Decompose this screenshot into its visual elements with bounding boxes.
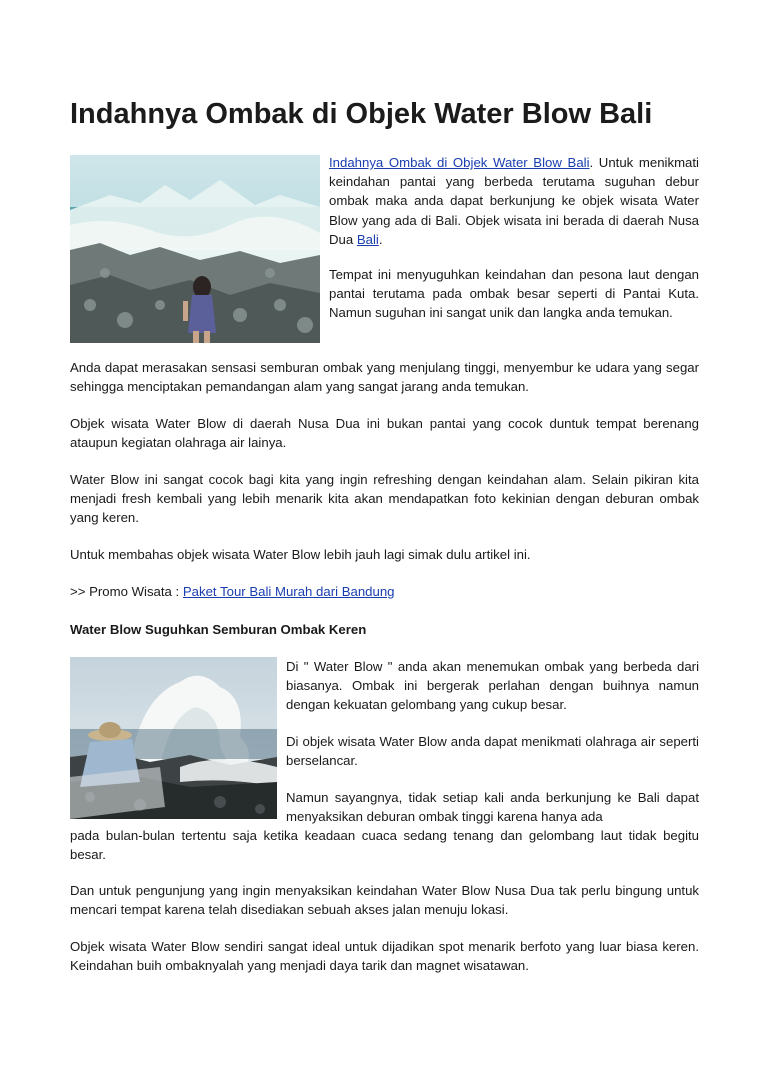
intro-paragraph-2: Tempat ini menyuguhkan keindahan dan pesona laut dengan pantai terutama pada ombak besar seperti di Pantai Kuta. Namun suguhan ini sangat unik dan langka anda temukan. bbox=[329, 267, 699, 321]
section-paragraph-3b: pada bulan-bulan tertentu saja ketika keadaan cuaca sedang tenang dan gelombang laut tidak begitu besar. bbox=[70, 828, 699, 863]
body-paragraph-4: Untuk membahas objek wisata Water Blow lebih jauh lagi simak dulu artikel ini. bbox=[70, 547, 531, 562]
water-blow-photo-wave bbox=[70, 657, 277, 819]
intro-title-link[interactable]: Indahnya Ombak di Objek Water Blow Bali bbox=[329, 155, 590, 170]
section-paragraph-3a: Namun sayangnya, tidak setiap kali anda berkunjung ke Bali dapat menyaksikan deburan ombak tinggi karena hanya ada bbox=[286, 790, 699, 825]
page-title: Indahnya Ombak di Objek Water Blow Bali bbox=[70, 98, 653, 130]
bali-link[interactable]: Bali bbox=[356, 231, 379, 247]
section-paragraph-4: Dan untuk pengunjung yang ingin menyaksikan keindahan Water Blow Nusa Dua tak perlu bingung untuk mencari tempat karena telah disediakan sebuah akses jalan menuju lokasi. bbox=[70, 883, 699, 918]
intro-text-end: . bbox=[378, 231, 383, 247]
body-paragraph-1: Anda dapat merasakan sensasi semburan ombak yang menjulang tinggi, menyembur ke udara yang segar sehingga menciptakan pemandangan alam yang sangat jarang anda temukan. bbox=[70, 360, 699, 395]
intro-paragraph bbox=[329, 153, 699, 249]
body-paragraph-3: Water Blow ini sangat cocok bagi kita yang ingin refreshing dengan keindahan alam. Selain pikiran kita menjadi fresh kembali yang lebih menarik kita akan mendapatkan foto kekinian dengan deburan ombak yang keren. bbox=[70, 472, 699, 526]
intro-text: . Untuk menikmati keindahan pantai yang berbeda terutama suguhan debur ombak maka anda dapat berkunjung ke objek wisata Water Blow yang ada di Bali. Objek wisata ini berada di daerah Nusa Dua bbox=[329, 155, 699, 247]
promo-link[interactable]: Paket Tour Bali Murah dari Bandung bbox=[182, 584, 395, 599]
section-paragraph-2: Di objek wisata Water Blow anda dapat menikmati olahraga air seperti berselancar. bbox=[286, 734, 699, 769]
section-paragraph-5: Objek wisata Water Blow sendiri sangat ideal untuk dijadikan spot menarik berfoto yang luar biasa keren. Keindahan buih ombaknyalah yang menjadi daya tarik dan magnet wisatawan. bbox=[70, 939, 699, 974]
body-paragraph-2: Objek wisata Water Blow di daerah Nusa Dua ini bukan pantai yang cocok duntuk tempat berenang ataupun kegiatan olahraga air lainya. bbox=[70, 416, 699, 451]
water-blow-photo-woman bbox=[70, 155, 320, 343]
promo-prefix: >> Promo Wisata : bbox=[70, 584, 183, 599]
section-heading: Water Blow Suguhkan Semburan Ombak Keren bbox=[70, 622, 367, 637]
promo-line bbox=[70, 582, 699, 601]
section-paragraph-1: Di " Water Blow " anda akan menemukan ombak yang berbeda dari biasanya. Ombak ini bergerak perlahan dengan buihnya namun dengan kekuatan gelombang yang cukup besar. bbox=[286, 659, 699, 713]
